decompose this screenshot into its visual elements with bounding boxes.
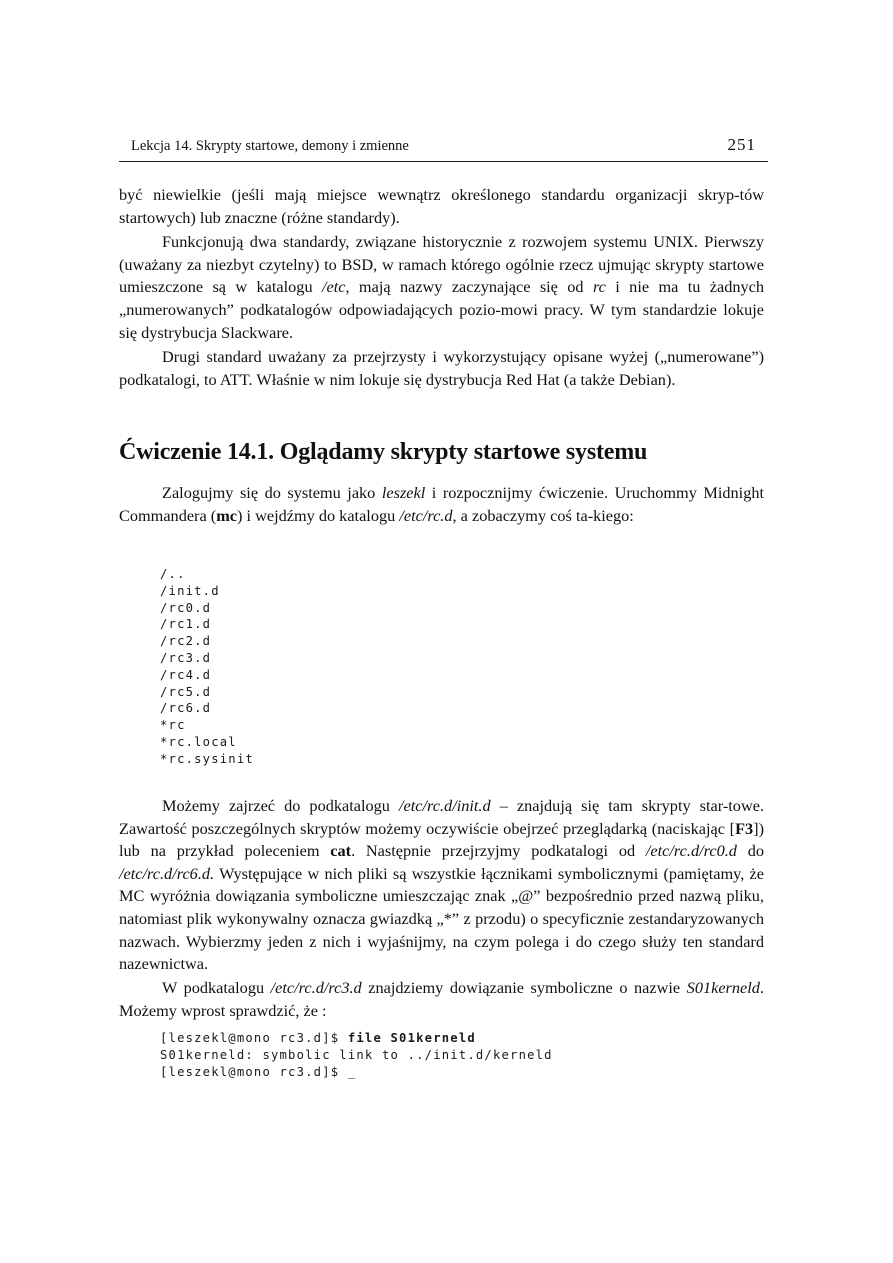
- listing-line: *rc.sysinit: [160, 751, 254, 766]
- exercise-body-2: [119, 977, 764, 1022]
- path-rc3d: /etc/rc.d/rc3.d: [270, 978, 362, 997]
- exercise-heading: Ćwiczenie 14.1. Oglądamy skrypty startowe systemu: [119, 439, 648, 465]
- listing-line: /rc6.d: [160, 701, 212, 716]
- path-rc6d: /etc/rc.d/rc6.d.: [119, 863, 215, 883]
- path-initd: /etc/rc.d/init.d: [399, 796, 491, 815]
- terminal-command: file S01kerneld: [347, 1031, 476, 1045]
- directory-listing: [160, 566, 254, 768]
- link-name: S01kerneld: [686, 978, 760, 997]
- listing-line: /rc2.d: [160, 634, 212, 649]
- path-etc: /etc: [321, 277, 346, 297]
- listing-line: /rc5.d: [160, 684, 212, 699]
- key-f3: F3: [735, 818, 754, 838]
- listing-line: /rc1.d: [160, 617, 212, 632]
- listing-line: /..: [160, 567, 186, 581]
- username: leszekl: [381, 483, 426, 502]
- terminal-line: S01kerneld: symbolic link to ../init.d/kerneld: [160, 1047, 553, 1062]
- intro-text: [119, 184, 764, 391]
- paragraph: Możemy zajrzeć do podkatalogu /etc/rc.d/init.d – znajdują się tam skrypty star-towe. Zawartość poszczególnych skryptów możemy oczywiście obejrzeć przeglądarką (naciskając [F3]) lub na przykład poleceniem cat. Następnie przejrzyjmy podkatalogi od /etc/rc.d/rc0.d do /etc/rc.d/rc6.d. Występujące w nich pliki są wszystkie łącznikami symbolicznymi (pamiętamy, że MC wyróżnia dowiązania symboliczne umieszczając znak „@” bezpośrednio przed nazwą pliku, natomiast plik wykonywalny oznacza gwiazdką „*” z przodu) o specyficznie zestandaryzowanych nazwach. Wybierzmy jeden z nich i wyjaśnijmy, na czym polega i do czego służy ten standard nazewnictwa.: [119, 796, 764, 974]
- listing-line: /rc0.d: [160, 600, 212, 615]
- prefix-rc: rc: [592, 277, 606, 297]
- terminal-line: [leszekl@mono rc3.d]$ file S01kerneld: [160, 1031, 476, 1045]
- paragraph: Zalogujmy się do systemu jako leszekl i rozpocznijmy ćwiczenie. Uruchommy Midnight Commandera (mc) i wejdźmy do katalogu /etc/rc.d, a zobaczymy coś ta-kiego:: [119, 483, 764, 525]
- listing-line: /rc4.d: [160, 667, 212, 682]
- path-rcd: /etc/rc.d: [399, 505, 453, 525]
- terminal-session: [160, 1030, 553, 1080]
- page-number: 251: [727, 135, 756, 154]
- paragraph: być niewielkie (jeśli mają miejsce wewnątrz określonego standardu organizacji skryp-tów startowych) lub znaczne (różne standardy).: [119, 185, 764, 227]
- terminal-line: [leszekl@mono rc3.d]$ _: [160, 1064, 357, 1079]
- listing-line: /init.d: [160, 583, 220, 598]
- paragraph: W podkatalogu /etc/rc.d/rc3.d znajdziemy dowiązanie symboliczne o nazwie S01kerneld. Możemy wprost sprawdzić, że :: [119, 978, 764, 1020]
- exercise-body: [119, 795, 764, 976]
- cat-command: cat: [330, 841, 352, 861]
- listing-line: *rc.local: [160, 734, 237, 749]
- listing-line: /rc3.d: [160, 650, 212, 665]
- paragraph: Funkcjonują dwa standardy, związane historycznie z rozwojem systemu UNIX. Pierwszy (uważany za niezbyt czytelny) to BSD, w ramach którego ogólnie rzecz ujmując skrypty startowe umieszczone są w katalogu /etc, mają nazwy zaczynające się od rc i nie ma tu żadnych „numerowanych” podkatalogów odpowiadających pozio-mowi pracy. W tym standardzie lokuje się dystrybucja Slackware.: [119, 232, 765, 342]
- exercise-intro: [119, 482, 764, 527]
- mc-command: mc: [216, 505, 237, 525]
- paragraph: Drugi standard uważany za przejrzysty i wykorzystujący opisane wyżej („numerowane”) podkatalogi, to ATT. Właśnie w nim lokuje się dystrybucja Red Hat (a także Debian).: [119, 347, 764, 389]
- running-header: [119, 135, 768, 162]
- running-title: Lekcja 14. Skrypty startowe, demony i zmienne: [131, 138, 409, 154]
- path-rc0d: /etc/rc.d/rc0.d: [645, 841, 737, 861]
- listing-line: *rc: [160, 718, 186, 733]
